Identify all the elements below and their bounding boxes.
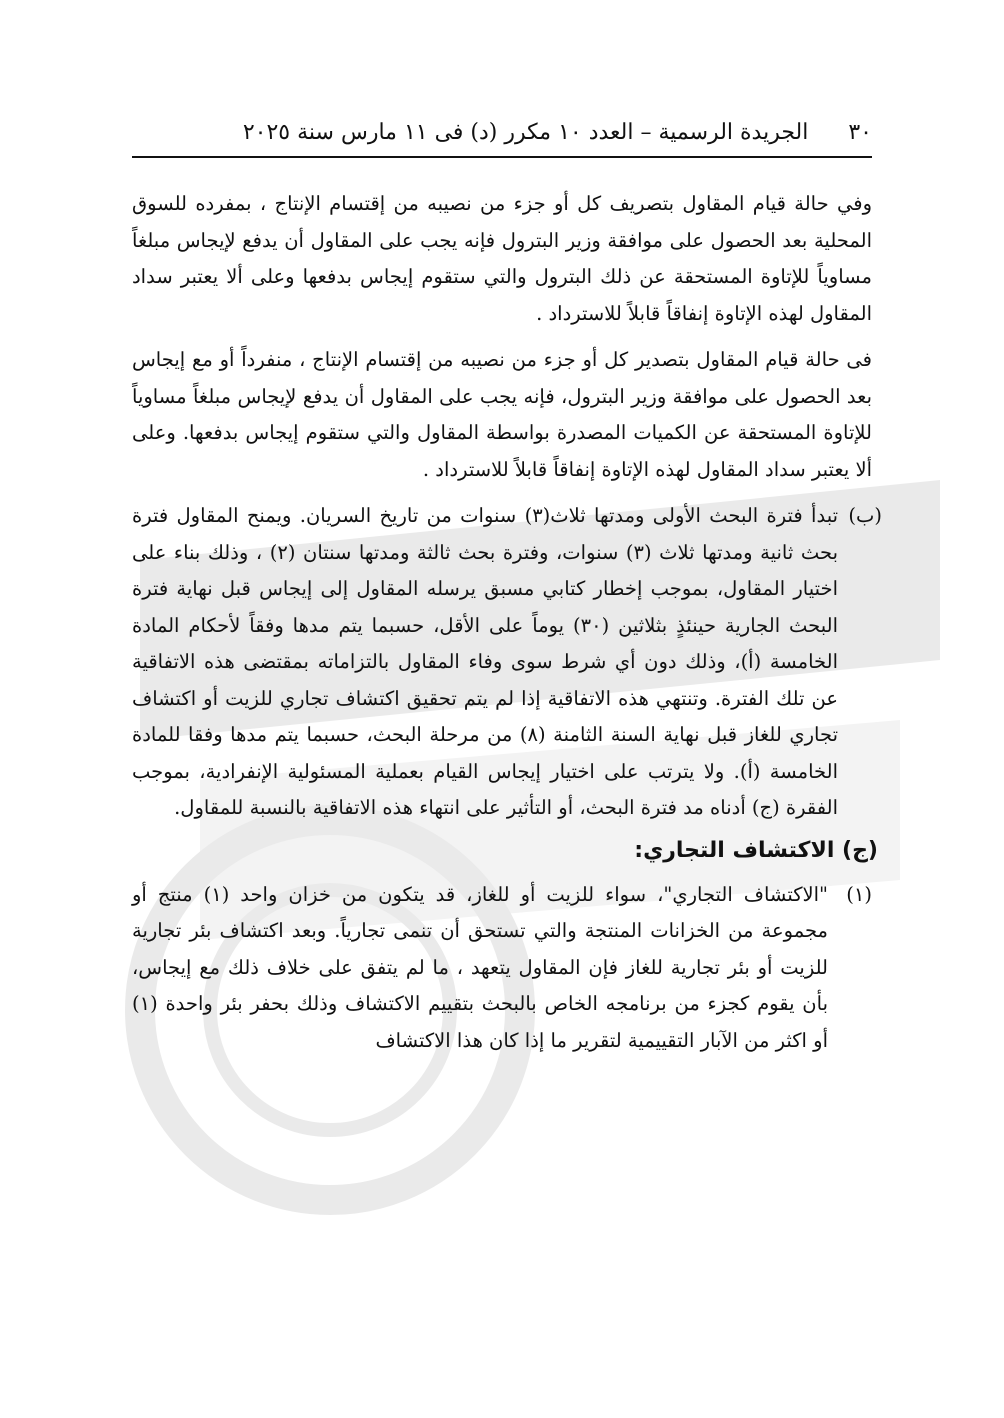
paragraph-2: فى حالة قيام المقاول بتصدير كل أو جزء من نصيبه من إقتسام الإنتاج ، منفرداً أو مع إيجاس بعد الحصول على موافقة وزير البترول، فإنه يجب على المقاول أن يدفع لإيجاس مبلغاً مساوياً للإتاوة المستحقة عن الكميات المصدرة بواسطة المقاول والتي ستقوم إيجاس بدفعها. وعلى ألا يعتبر سداد المقاول لهذه الإتاوة إنفاقاً قابلاً للاسترداد . — [132, 348, 872, 481]
page-header — [132, 112, 872, 152]
page-number: ٣٠ — [848, 119, 872, 145]
section-c-item-1 — [132, 877, 872, 1060]
header-title: الجريدة الرسمية – العدد ١٠ مكرر (د) فى ١١ مارس سنة ٢٠٢٥ — [242, 119, 809, 145]
item-b-text: تبدأ فترة البحث الأولى ومدتها ثلاث(٣) سنوات من تاريخ السريان. ويمنح المقاول فترة بحث ثانية ومدتها ثلاث (٣) سنوات، وفترة بحث ثالثة ومدتها سنتان (٢) ، وذلك بناء على اختيار المقاول، بموجب إخطار كتابي مسبق يرسله المقاول إلى إيجاس قبل نهاية فترة البحث الجارية حينئذٍ بثلاثين (٣٠) يوماً على الأقل، حسبما يتم مدها وفقاً لأحكام المادة الخامسة (أ)، وذلك دون أي شرط سوى وفاء المقاول بالتزاماته بمقتضى هذه الاتفاقية عن تلك الفترة. وتنتهي هذه الاتفاقية إذا لم يتم تحقيق اكتشاف تجاري للزيت أو اكتشاف تجاري للغاز قبل نهاية السنة الثامنة (٨) من مرحلة البحث، حسبما يتم مدها وفقا للمادة الخامسة (أ). ولا يترتب على اختيار إيجاس القيام بعملية المسئولية الإنفرادية، بموجب الفقرة (ج) أدناه مد فترة البحث، أو التأثير على انتهاء هذه الاتفاقية بالنسبة للمقاول. — [132, 504, 839, 819]
item-b — [132, 498, 882, 827]
section-c-item-1-text: "الاكتشاف التجاري"، سواء للزيت أو للغاز، قد يتكون من خزان واحد (١) منتج أو مجموعة من الخزانات المنتجة والتي تستحق أن تنمى تجارياً. وبعد اكتشاف بئر تجارية للزيت أو بئر تجارية للغاز فإن المقاول يتعهد ، ما لم يتفق على خلاف ذلك مع إيجاس، بأن يقوم كجزء من برنامجه الخاص بالبحث بتقييم الاكتشاف وذلك بحفر بئر واحدة (١) أو اكثر من الآبار التقييمية لتقرير ما إذا كان هذا الاكتشاف — [132, 882, 828, 1052]
header-divider — [132, 156, 872, 158]
document-body — [132, 186, 882, 1059]
section-c-heading: (ج) الاكتشاف التجاري: — [634, 837, 878, 863]
section-c-item-1-mark: (١) — [846, 882, 872, 906]
item-b-mark: (ب) — [848, 504, 882, 527]
paragraph-1: وفي حالة قيام المقاول بتصريف كل أو جزء من نصيبه من إقتسام الإنتاج ، بمفرده للسوق المحلية بعد الحصول على موافقة وزير البترول فإنه يجب على المقاول أن يدفع لإيجاس مبلغاً مساوياً للإتاوة المستحقة عن ذلك البترول والتي ستقوم إيجاس بدفعها وعلى ألا يعتبر سداد المقاول لهذه الإتاوة إنفاقاً قابلاً للاسترداد . — [132, 192, 872, 325]
